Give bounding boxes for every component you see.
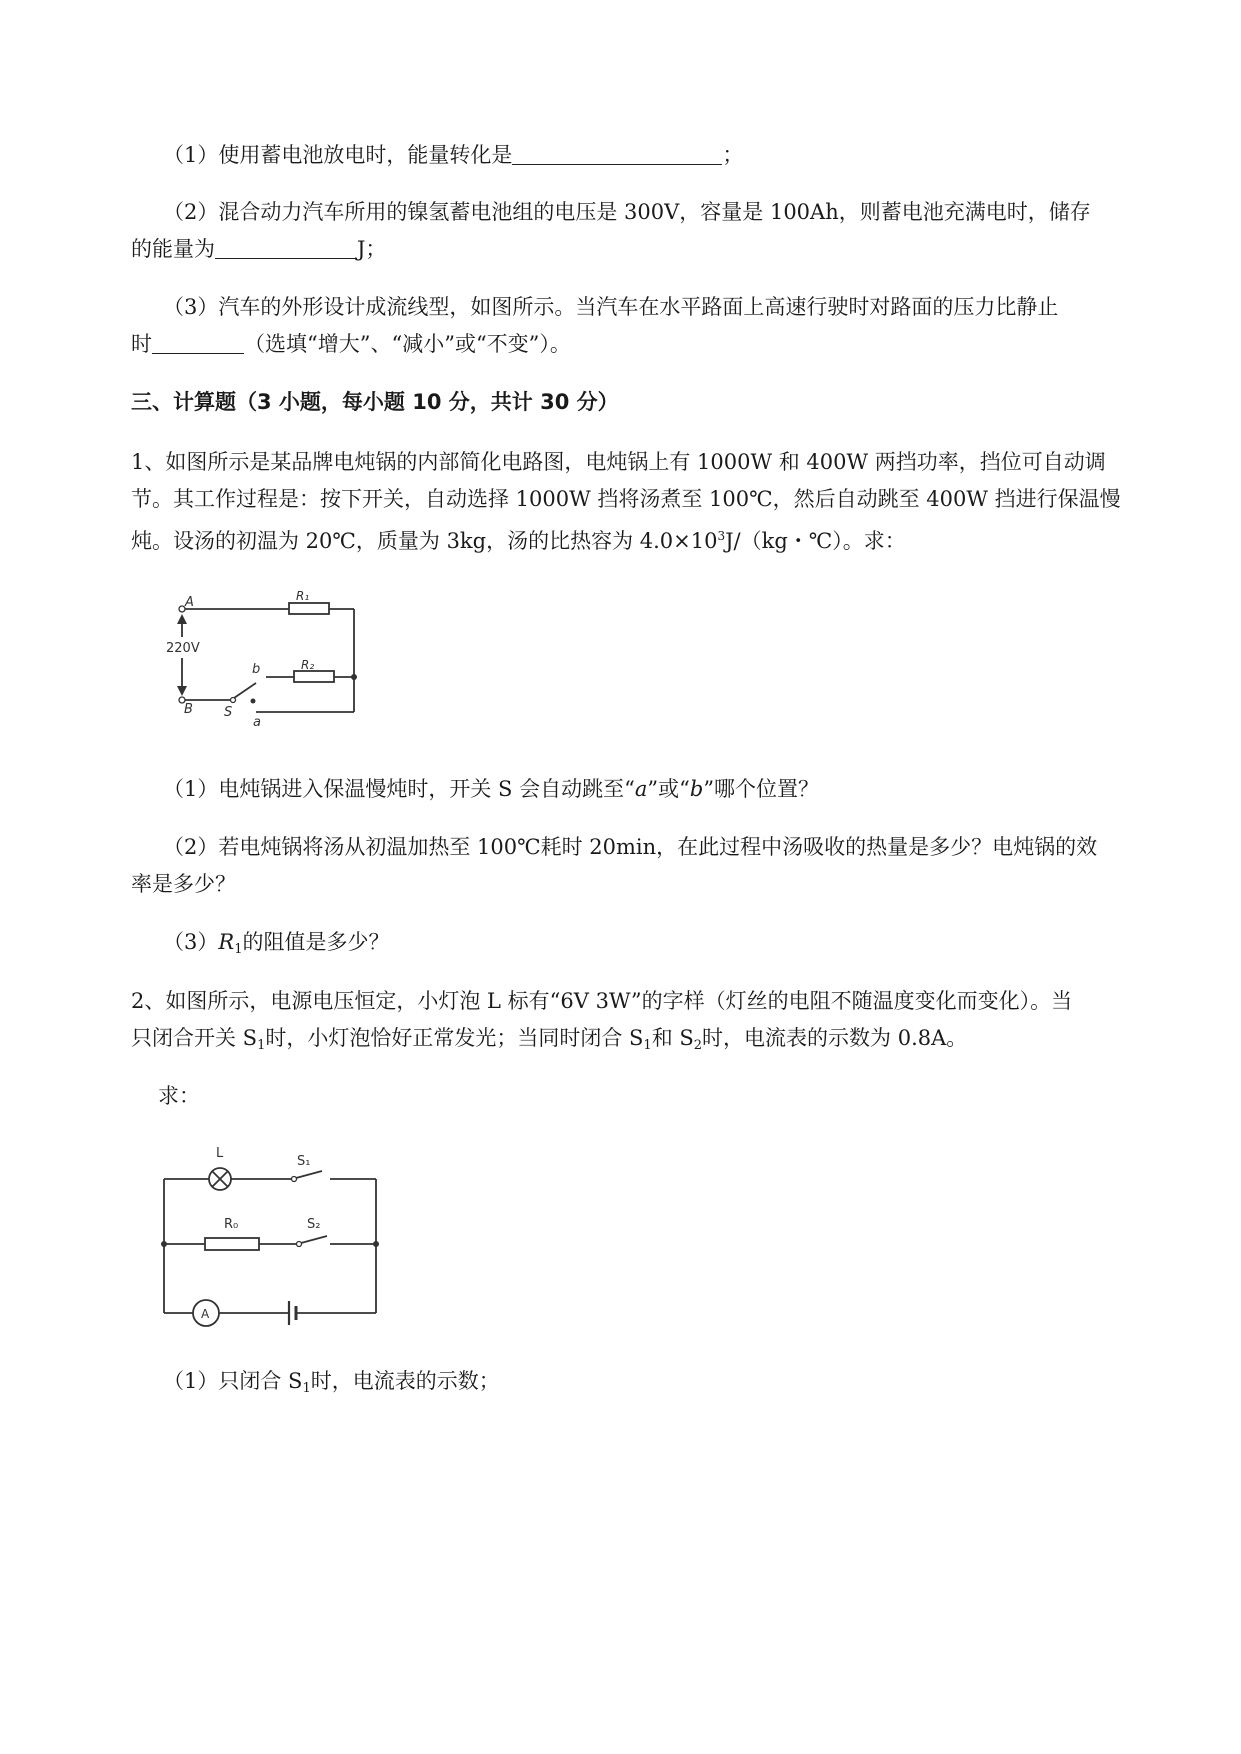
resistor-r1: [289, 603, 329, 614]
arrow-down-icon: [177, 686, 187, 696]
section-title: 三、计算题（3 小题，每小题 10 分，共计 30 分）: [131, 390, 619, 414]
calc1-line1: 1、如图所示是某品牌电炖锅的内部简化电路图，电炖锅上有 1000W 和 400W 两挡功率，挡位可自动调: [131, 450, 1106, 474]
label-r1: R₁: [296, 589, 310, 603]
calc1-sub1: （1）电炖锅进入保温慢炖时，开关 S 会自动跳至“a”或“b”哪个位置？: [163, 777, 820, 801]
answer-blank[interactable]: [512, 142, 722, 165]
label-ammeter: A: [201, 1307, 210, 1321]
calc1-line3: 炖。设汤的初温为 20℃，质量为 3kg，汤的比热容为 $4.0\times 10^3J/(kg$・℃）。求：: [131, 529, 906, 553]
stew-pot-circuit-diagram: [160, 585, 380, 735]
calc2-sub1: （1）只闭合 $S_1$时，电流表的示数；: [163, 1369, 500, 1396]
switch-s1-pivot: [292, 1177, 297, 1182]
battery-icon: [289, 1301, 296, 1325]
answer-blank[interactable]: [215, 236, 357, 259]
answer-blank[interactable]: [152, 331, 244, 354]
switch-s2-pivot: [297, 1242, 302, 1247]
resistor-r2: [294, 671, 334, 682]
q1-part3-line1: （3）汽车的外形设计成流线型，如图所示。当汽车在水平路面上高速行驶时对路面的压力比静止: [163, 295, 1059, 319]
calc1-sub3: $(3)R_1$的阻值是多少？: [163, 930, 390, 957]
label-r2: R₂: [301, 658, 315, 672]
q1-part1: （1）使用蓄电池放电时，能量转化是 ；: [163, 143, 744, 167]
calc1-sub2-line1: （2）若电炖锅将汤从初温加热至 100℃耗时 20min，在此过程中汤吸收的热量是多少？电炖锅的效: [163, 835, 1098, 859]
label-b-lower: b: [252, 662, 261, 677]
contact-a-dot: [251, 699, 256, 704]
switch-pivot: [231, 698, 236, 703]
arrow-up-icon: [177, 614, 187, 624]
junction-dot: [373, 1241, 379, 1247]
q1-part2-line1: （2）混合动力汽车所用的镍氢蓄电池组的电压是 300V，容量是 100Ah，则蓄电池充满电时，储存: [163, 200, 1091, 224]
label-r0: R₀: [224, 1217, 239, 1232]
label-a-lower: a: [253, 715, 261, 730]
q1-part3-line2: 时 （选填“增大”、“减小”或“不变”）。: [131, 332, 571, 356]
calc2-qiu: 求：: [158, 1084, 200, 1108]
label-s: S: [224, 705, 233, 720]
label-voltage: 220V: [166, 641, 200, 656]
label-l: L: [216, 1146, 224, 1161]
label-b-upper: B: [184, 702, 193, 717]
calc2-line2: 只闭合开关 $S_1$时，小灯泡恰好正常发光；当同时闭合 $S_1$和 $S_2$时，电流表的示数为 0.8A。: [131, 1026, 968, 1053]
label-s2: S₂: [307, 1217, 321, 1232]
calc2-line1: 2、如图所示，电源电压恒定，小灯泡 L 标有“6V 3W”的字样（灯丝的电阻不随温度变化而变化）。当: [131, 989, 1073, 1013]
junction-dot: [351, 674, 357, 680]
calc1-line2: 节。其工作过程是：按下开关，自动选择 1000W 挡将汤煮至 100℃，然后自动跳至 400W 挡进行保温慢: [131, 487, 1121, 511]
label-s1: S₁: [297, 1154, 311, 1169]
resistor-r0: [205, 1238, 259, 1250]
q1-part2-line2: 的能量为 J；: [131, 237, 387, 261]
label-a-upper: A: [185, 595, 194, 610]
lamp-circuit-diagram: [150, 1135, 395, 1335]
junction-dot: [161, 1241, 167, 1247]
calc1-sub2-line2: 率是多少？: [131, 872, 236, 896]
